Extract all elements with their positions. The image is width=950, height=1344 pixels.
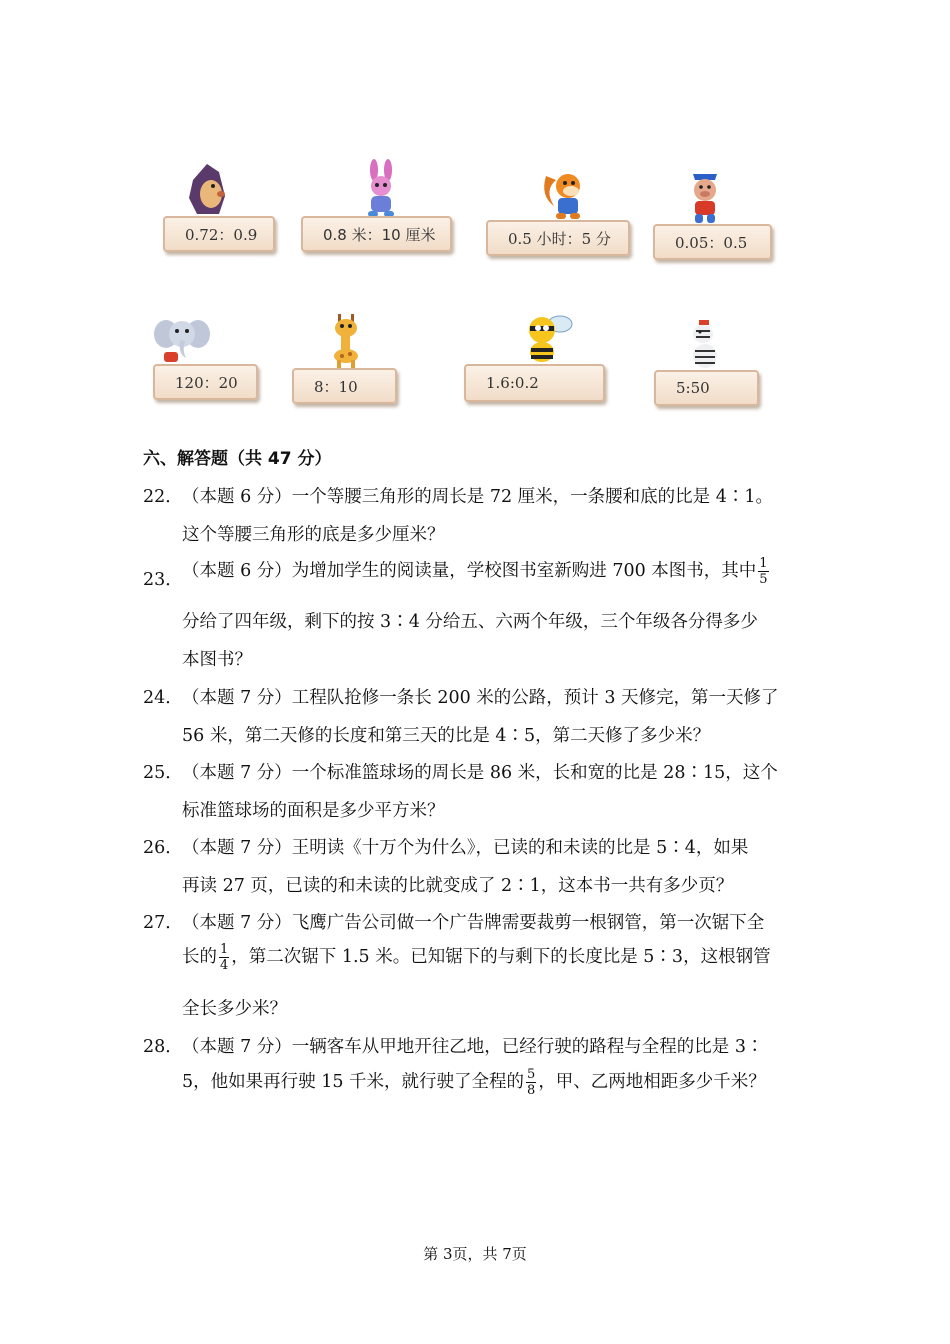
page-footer: 第 3页，共 7页: [423, 1245, 527, 1263]
ratio-label: 120：20: [153, 364, 258, 400]
question-line: （本题 7 分）一个标准篮球场的周长是 86 米，长和宽的比是 28∶15，这个: [182, 763, 778, 783]
question-number: 28．: [143, 1037, 183, 1057]
question-line: 全长多少米？: [182, 999, 287, 1019]
question-number: 22．: [143, 487, 183, 507]
pig-icon: [681, 170, 729, 226]
question-line: （本题 7 分）飞鹰广告公司做一个广告牌需要裁剪一根钢管，第一次锯下全: [182, 913, 765, 933]
question-line: 分给了四年级，剩下的按 3∶4 分给五、六两个年级，三个年级各分得多少: [182, 612, 758, 632]
question-number: 23．: [143, 570, 183, 590]
question-line: 再读 27 页，已读的和未读的比就变成了 2∶1，这本书一共有多少页？: [182, 876, 734, 896]
bee-icon: [516, 310, 578, 366]
question-text: 长的: [182, 947, 217, 967]
question-number: 25．: [143, 763, 183, 783]
zebra-icon: [683, 318, 727, 370]
question-line: （本题 6 分）一个等腰三角形的周长是 72 厘米，一条腰和底的比是 4∶1。: [182, 487, 773, 507]
ratio-label: 0.8 米：10 厘米: [301, 216, 452, 252]
question-line: [182, 556, 771, 587]
question-text: ，第二次锯下 1.5 米。已知锯下的与剩下的长度比是 5∶3，这根钢管: [231, 947, 771, 967]
fraction: [219, 942, 229, 973]
question-text: 5，他如果再行驶 15 千米，就行驶了全程的: [182, 1072, 525, 1092]
ratio-label: 0.72：0.9: [163, 216, 275, 252]
ratio-label: 1.6:0.2: [464, 364, 605, 402]
question-line: 本图书？: [182, 650, 252, 670]
question-line: （本题 7 分）一辆客车从甲地开往乙地，已经行驶的路程与全程的比是 3∶: [182, 1037, 764, 1057]
question-text: （本题 6 分）为增加学生的阅读量，学校图书室新购进 700 本图书，其中: [182, 561, 757, 581]
fraction-denominator: 4: [220, 958, 229, 973]
ratio-label: 0.5 小时：5 分: [486, 220, 630, 256]
fraction-numerator: 5: [527, 1067, 536, 1082]
question-line: 56 米，第二天修的长度和第三天的比是 4∶5，第二天修了多少米？: [182, 726, 711, 746]
fraction-numerator: 1: [759, 556, 768, 571]
elephant-icon: [152, 314, 212, 366]
question-line: （本题 7 分）工程队抢修一条长 200 米的公路，预计 3 天修完，第一天修了: [182, 688, 779, 708]
question-text: ，甲、乙两地相距多少千米？: [538, 1072, 766, 1092]
question-number: 26．: [143, 838, 183, 858]
giraffe-icon: [324, 312, 368, 370]
fraction-denominator: 8: [527, 1083, 536, 1098]
question-line: [182, 1067, 766, 1098]
ratio-label: 5:50: [654, 370, 759, 406]
rabbit-icon: [358, 158, 404, 220]
question-number: 24．: [143, 688, 183, 708]
fraction: [758, 556, 768, 587]
question-line: [182, 942, 771, 973]
question-line: （本题 7 分）王明读《十万个为什么》，已读的和未读的比是 5∶4，如果: [182, 838, 749, 858]
fraction: [526, 1067, 536, 1098]
section-title: 六、解答题（共 47 分）: [143, 449, 332, 469]
ratio-label: 8：10: [292, 368, 397, 404]
question-line: 这个等腰三角形的底是多少厘米？: [182, 525, 445, 545]
question-number: 27．: [143, 913, 183, 933]
fraction-denominator: 5: [759, 572, 768, 587]
ratio-label: 0.05：0.5: [653, 224, 772, 260]
hedgehog-icon: [185, 160, 229, 218]
squirrel-icon: [540, 166, 590, 222]
fraction-numerator: 1: [220, 942, 229, 957]
question-line: 标准篮球场的面积是多少平方米？: [182, 801, 445, 821]
